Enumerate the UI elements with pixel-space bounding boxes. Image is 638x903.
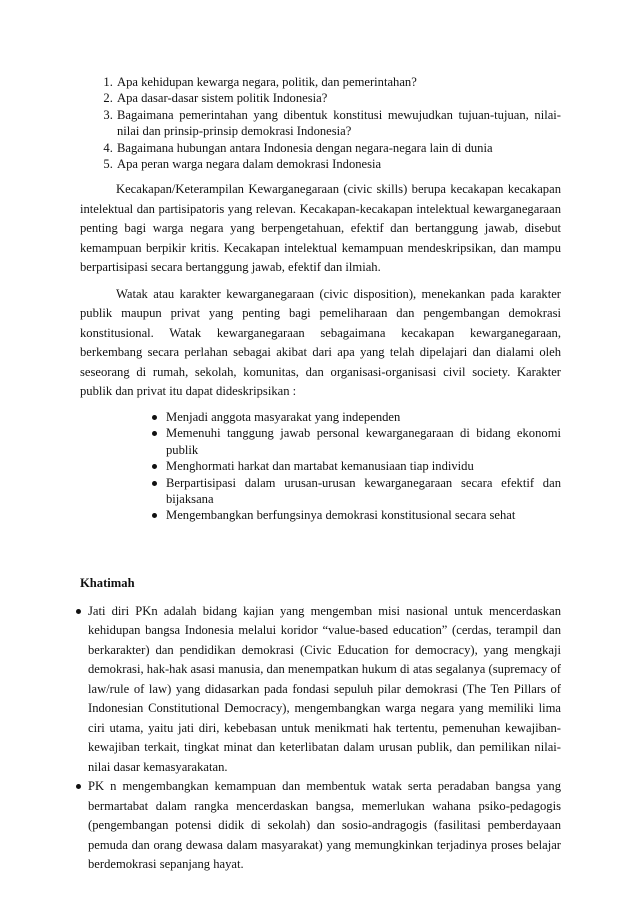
question-item: 3. Bagaimana pemerintahan yang dibentuk konstitusi mewujudkan tujuan-tujuan, nilai-nilai dan prinsip-prinsip demokrasi Indonesia? bbox=[116, 107, 561, 140]
character-text: Memenuhi tanggung jawab personal kewarganegaraan di bidang ekonomi publik bbox=[166, 426, 561, 457]
bullet-icon bbox=[152, 481, 157, 486]
question-item: 4. Bagaimana hubungan antara Indonesia dengan negara-negara lain di dunia bbox=[116, 140, 561, 156]
closing-text: Jati diri PKn adalah bidang kajian yang mengemban misi nasional untuk mencerdaskan kehidupan bangsa Indonesia melalui koridor “value-based education” (cerdas, terampil dan berkarakter) dan pendidikan demokrasi (Civic Education for democracy), yang mengkaji demokrasi, hak-hak asasi manusia, dan menempatkan hukum di atas segalanya (supremacy of law/rule of law) yang didasarkan pada fondasi sepuluh pilar demokrasi (The Ten Pillars of Indonesian Constitutional Democracy), mengembangkan warga negara yang memiliki lima ciri utama, yaitu jati diri, kebebasan untuk menikmati hak tertentu, pemenuhan kewajiban-kewajiban terkait, tingkat minat dan keterlibatan dalam urusan publik, dan pemilikan nilai-nilai dasar kemasyarakatan. bbox=[88, 603, 561, 774]
character-text: Berpartisipasi dalam urusan-urusan kewarganegaraan secara efektif dan bijaksana bbox=[166, 475, 561, 506]
character-item bbox=[152, 425, 561, 458]
bullet-icon bbox=[76, 609, 81, 614]
character-text: Menghormati harkat dan martabat kemanusiaan tiap individu bbox=[166, 459, 474, 474]
closing-item bbox=[76, 777, 561, 875]
civic-disposition-paragraph: Watak atau karakter kewarganegaraan (civic disposition), menekankan pada karakter publik maupun privat yang penting bagi pemeliharaan dan pengembangan demokrasi konstitusional. Watak kewarganegaraan sebagaimana kecakapan kewarganegaraan, berkembang secara perlahan sebagai akibat dari apa yang telah dipelajari dan dialami oleh seseorang di rumah, sekolah, komunitas, dan organisasi-organisasi civil society. Karakter publik dan privat itu dapat dideskripsikan : bbox=[80, 286, 561, 399]
character-text: Menjadi anggota masyarakat yang independen bbox=[166, 409, 401, 424]
character-item bbox=[152, 507, 561, 523]
civic-skills-paragraph: Kecakapan/Keterampilan Kewarganegaraan (civic skills) berupa kecakapan kecakapan intelektual dan partisipatoris yang relevan. Kecakapan-kecakapan intelektual kewarganegaraan penting bagi warga negara yang berpengetahuan, efektif dan bertanggung jawab, disebut kemampuan berpikir kritis. Kecakapan intelektual kemampuan mendeskripsikan, dan mampu berpartisipasi secara bertanggung jawab, efektif dan ilmiah. bbox=[80, 182, 561, 275]
character-item bbox=[152, 458, 561, 474]
question-list bbox=[80, 74, 561, 172]
bullet-icon bbox=[152, 464, 157, 469]
question-item: 1. Apa kehidupan kewarga negara, politik, dan pemerintahan? bbox=[116, 74, 561, 90]
bullet-icon bbox=[152, 415, 157, 420]
character-item bbox=[152, 475, 561, 508]
question-item: 2. Apa dasar-dasar sistem politik Indonesia? bbox=[116, 90, 561, 106]
character-item bbox=[152, 409, 561, 425]
question-item: 5. Apa peran warga negara dalam demokrasi Indonesia bbox=[116, 156, 561, 172]
character-text: Mengembangkan berfungsinya demokrasi konstitusional secara sehat bbox=[166, 508, 516, 523]
bullet-icon bbox=[152, 431, 157, 436]
section-heading: Khatimah bbox=[80, 575, 135, 590]
closing-item bbox=[76, 602, 561, 778]
bullet-icon bbox=[76, 784, 81, 789]
bullet-icon bbox=[152, 513, 157, 518]
document-page bbox=[80, 74, 561, 875]
closing-list bbox=[76, 602, 561, 875]
character-list bbox=[80, 409, 561, 524]
closing-text: PK n mengembangkan kemampuan dan membentuk watak serta peradaban bangsa yang bermartabat dalam rangka mencerdaskan bangsa, memerlukan wahana psiko-pedagogis (pengembangan potensi didik di sekolah) dan sosio-andragogis (fasilitasi pemberdayaan pemuda dan orang dewasa dalam masyarakat) yang memungkinkan terjadinya proses belajar berdemokrasi sepanjang hayat. bbox=[88, 779, 561, 872]
